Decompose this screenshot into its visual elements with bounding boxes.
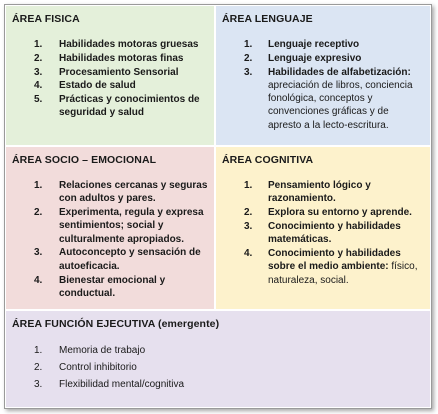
item-text: Pensamiento lógico y razonamiento. [268,180,371,205]
item-number: 4. [34,80,43,92]
item-number: 4. [34,274,43,286]
area-socio-emocional-cell [5,146,215,310]
item-number: 2. [34,207,43,219]
list-item [12,206,208,246]
area-lenguaje-cell [215,5,431,146]
item-number: 1. [34,39,43,50]
item-text: Habilidades motoras gruesas [59,39,199,50]
list-item [12,274,208,301]
list-item [12,38,208,51]
item-text: Autoconcepto y sensación de autoeficacia. [59,247,201,272]
item-text: Habilidades motoras finas [59,52,184,64]
list-item [222,179,424,206]
item-text: Lenguaje receptivo [268,39,360,50]
list-item [12,378,424,392]
item-number: 2. [34,52,43,64]
area-cognitiva-list [222,179,424,287]
area-funcion-ejecutiva-list [12,344,424,392]
list-item [12,79,208,92]
area-socio-emocional-list [12,179,208,300]
item-text: Memoria de trabajo [59,345,146,356]
item-number: 1. [244,39,253,50]
list-item [222,52,424,65]
item-number: 1. [34,345,43,356]
list-item [12,361,424,375]
item-number: 1. [34,180,43,191]
area-lenguaje-title: ÁREA LENGUAJE [222,13,313,25]
item-text: Conocimiento y habilidades sobre el medio ambiente: [268,247,401,273]
item-text: Experimenta, regula y expresa sentimientos; social y culturalmente apropiados. [59,207,204,245]
area-cognitiva-cell [215,146,431,310]
item-text: Bienestar emocional y conductual. [59,274,166,299]
item-text: Explora su entorno y aprende. [268,207,412,219]
item-text: Relaciones cercanas y seguras con adultos y pares. [59,180,208,205]
item-text: Flexibilidad mental/cognitiva [59,379,185,390]
list-item [12,93,208,120]
item-text: Procesamiento Sensorial [59,66,179,78]
item-number: 1. [244,180,253,191]
list-item [222,38,424,51]
list-item [222,206,424,219]
area-socio-emocional-title: ÁREA SOCIO – EMOCIONAL [12,154,157,166]
area-fisica-title: ÁREA FISICA [12,13,80,25]
list-item [12,66,208,79]
item-number: 2. [34,362,43,373]
list-item [12,52,208,65]
item-detail: físico, naturaleza, social. [268,261,418,286]
list-item [12,179,208,206]
list-item [12,344,424,358]
item-text: Estado de salud [59,80,136,92]
area-cognitiva-title: ÁREA COGNITIVA [222,154,314,166]
list-item [222,220,424,247]
item-number: 3. [34,379,43,390]
item-number: 3. [244,66,253,78]
item-number: 2. [244,207,253,219]
item-number: 3. [34,247,43,259]
item-number: 3. [244,220,253,232]
item-text: Lenguaje expresivo [268,52,362,64]
area-funcion-ejecutiva-cell [5,310,431,408]
development-areas-table [4,4,432,409]
area-fisica-cell [5,5,215,146]
item-number: 3. [34,66,43,78]
item-detail: apreciación de libros, conciencia fonológica, conceptos y convenciones gráficas y de apresto a la lecto-escritura. [268,79,413,131]
item-number: 5. [34,94,43,106]
area-lenguaje-list [222,38,424,132]
item-text: Habilidades de alfabetización: [268,66,411,78]
list-item [222,66,424,132]
area-funcion-ejecutiva-title: ÁREA FUNCIÓN EJECUTIVA (emergente) [12,318,220,330]
item-number: 2. [244,52,253,64]
list-item [12,246,208,273]
area-fisica-list [12,38,208,120]
item-text: Prácticas y conocimientos de seguridad y salud [59,94,200,119]
item-text: Conocimiento y habilidades matemáticas. [268,220,401,246]
list-item [222,247,424,287]
item-text: Control inhibitorio [59,362,137,373]
item-number: 4. [244,247,253,259]
